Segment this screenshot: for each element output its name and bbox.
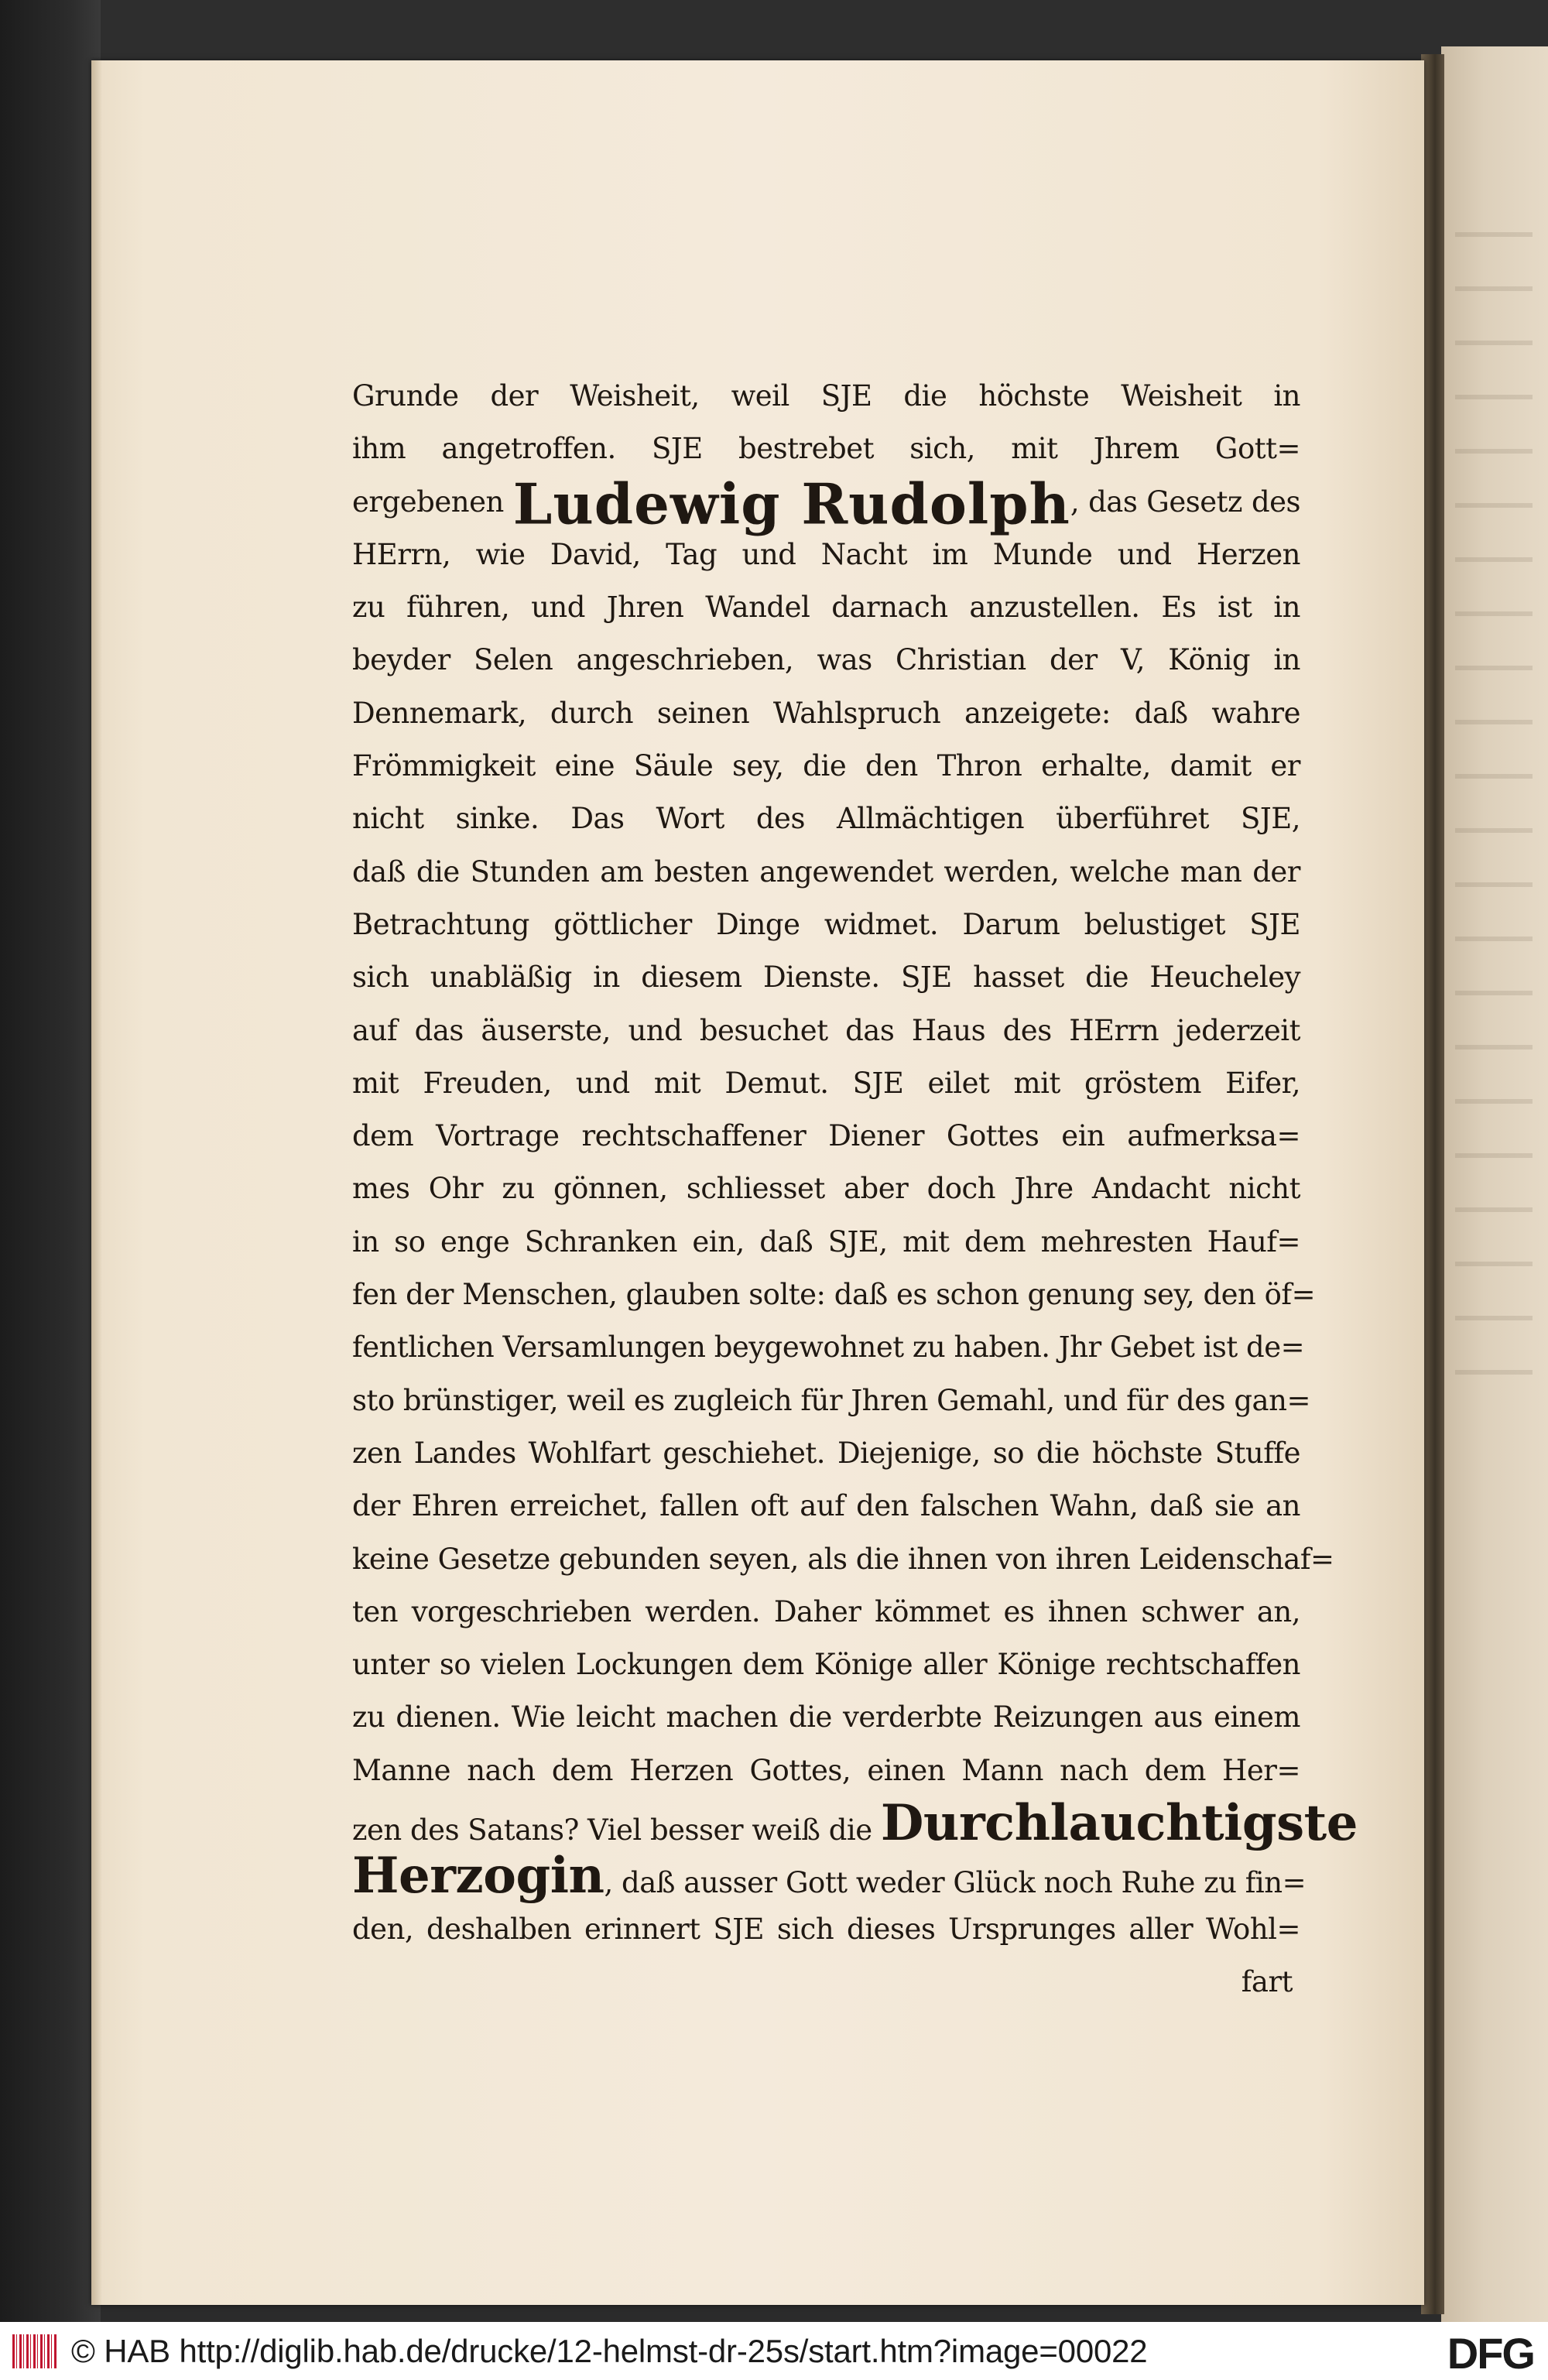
citation-link[interactable]: © HAB http://diglib.hab.de/drucke/12-helmst-dr-25s/start.htm?image=00022 [71, 2332, 1148, 2369]
text-line: mit Freuden, und mit Demut. SJE eilet mit gröstem Eifer, [352, 1066, 1300, 1100]
text-fragment: , das Gesetz des [1070, 485, 1301, 519]
text-line: den, deshalben erinnert SJE sich dieses Ursprunges aller Wohl= [352, 1912, 1300, 1946]
text-line: Grunde der Weisheit, weil SJE die höchste Weisheit in [352, 379, 1300, 413]
title-durchlauchtigste: Durchlauchtigste [880, 1794, 1358, 1853]
dfg-logo: DFG [1447, 2329, 1534, 2378]
adjacent-page-bleed-through [1455, 232, 1533, 1393]
text-line: der Ehren erreichet, fallen oft auf den falschen Wahn, daß sie an [352, 1489, 1300, 1523]
text-line: keine Gesetze gebunden seyen, als die ihnen von ihren Leidenschaf= [352, 1542, 1334, 1576]
text-line: Manne nach dem Herzen Gottes, einen Mann nach dem Her= [352, 1753, 1300, 1787]
text-fragment: , daß ausser Gott weder Glück noch Ruhe zu fin= [604, 1866, 1307, 1900]
text-line: ihm angetroffen. SJE bestrebet sich, mit Jhrem Gott= [352, 432, 1300, 466]
text-line: ten vorgeschrieben werden. Daher kömmet es ihnen schwer an, [352, 1594, 1300, 1628]
text-line-with-title [352, 1847, 1307, 1906]
text-line: auf das äuserste, und besuchet das Haus des HErrn jederzeit [352, 1013, 1300, 1047]
text-line-with-title [352, 1794, 1358, 1853]
hab-logo-icon [12, 2334, 57, 2368]
text-line: fen der Menschen, glauben solte: daß es schon genung sey, den öf= [352, 1278, 1316, 1312]
catchword: fart [1241, 1964, 1293, 1998]
name-ludewig-rudolph: Ludewig Rudolph [512, 470, 1070, 536]
text-line: Dennemark, durch seinen Wahlspruch anzeigete: daß wahre [352, 696, 1300, 730]
text-line: mes Ohr zu gönnen, schliesset aber doch Jhre Andacht nicht [352, 1172, 1300, 1206]
title-herzogin: Herzogin [352, 1847, 604, 1906]
footer-bar [0, 2322, 1548, 2380]
text-line: Frömmigkeit eine Säule sey, die den Thron erhalte, damit er [352, 749, 1300, 783]
text-line: sto brünstiger, weil es zugleich für Jhren Gemahl, und für des gan= [352, 1383, 1310, 1417]
binding-gutter [1421, 54, 1444, 2314]
scanner-backdrop-left [0, 0, 101, 2322]
text-line: in so enge Schranken ein, daß SJE, mit dem mehresten Hauf= [352, 1224, 1300, 1258]
text-line: Betrachtung göttlicher Dinge widmet. Darum belustiget SJE [352, 907, 1300, 941]
text-line: sich unabläßig in diesem Dienste. SJE hasset die Heucheley [352, 961, 1300, 995]
text-line: nicht sinke. Das Wort des Allmächtigen überführet SJE, [352, 802, 1300, 836]
text-fragment: ergebenen [352, 485, 504, 519]
text-fragment: zen des Satans? Viel besser weiß die [352, 1813, 872, 1847]
text-line: zen Landes Wohlfart geschiehet. Diejenige, so die höchste Stuffe [352, 1436, 1300, 1470]
text-line: fentlichen Versamlungen beygewohnet zu haben. Jhr Gebet ist de= [352, 1330, 1305, 1365]
text-line: dem Vortrage rechtschaffener Diener Gottes ein aufmerksa= [352, 1119, 1300, 1153]
body-text [352, 370, 1358, 2008]
text-line: zu dienen. Wie leicht machen die verderbte Reizungen aus einem [352, 1700, 1300, 1734]
text-line: unter so vielen Lockungen dem Könige aller Könige rechtschaffen [352, 1648, 1300, 1682]
text-line: HErrn, wie David, Tag und Nacht im Munde und Herzen [352, 537, 1300, 571]
text-line: beyder Selen angeschrieben, was Christian der V, König in [352, 643, 1300, 677]
text-line-with-name [352, 470, 1301, 536]
page-edge-shadow [91, 60, 102, 2305]
scanner-backdrop-top [0, 0, 1548, 62]
text-line: daß die Stunden am besten angewendet werden, welche man der [352, 854, 1300, 889]
text-line: zu führen, und Jhren Wandel darnach anzustellen. Es ist in [352, 591, 1300, 625]
